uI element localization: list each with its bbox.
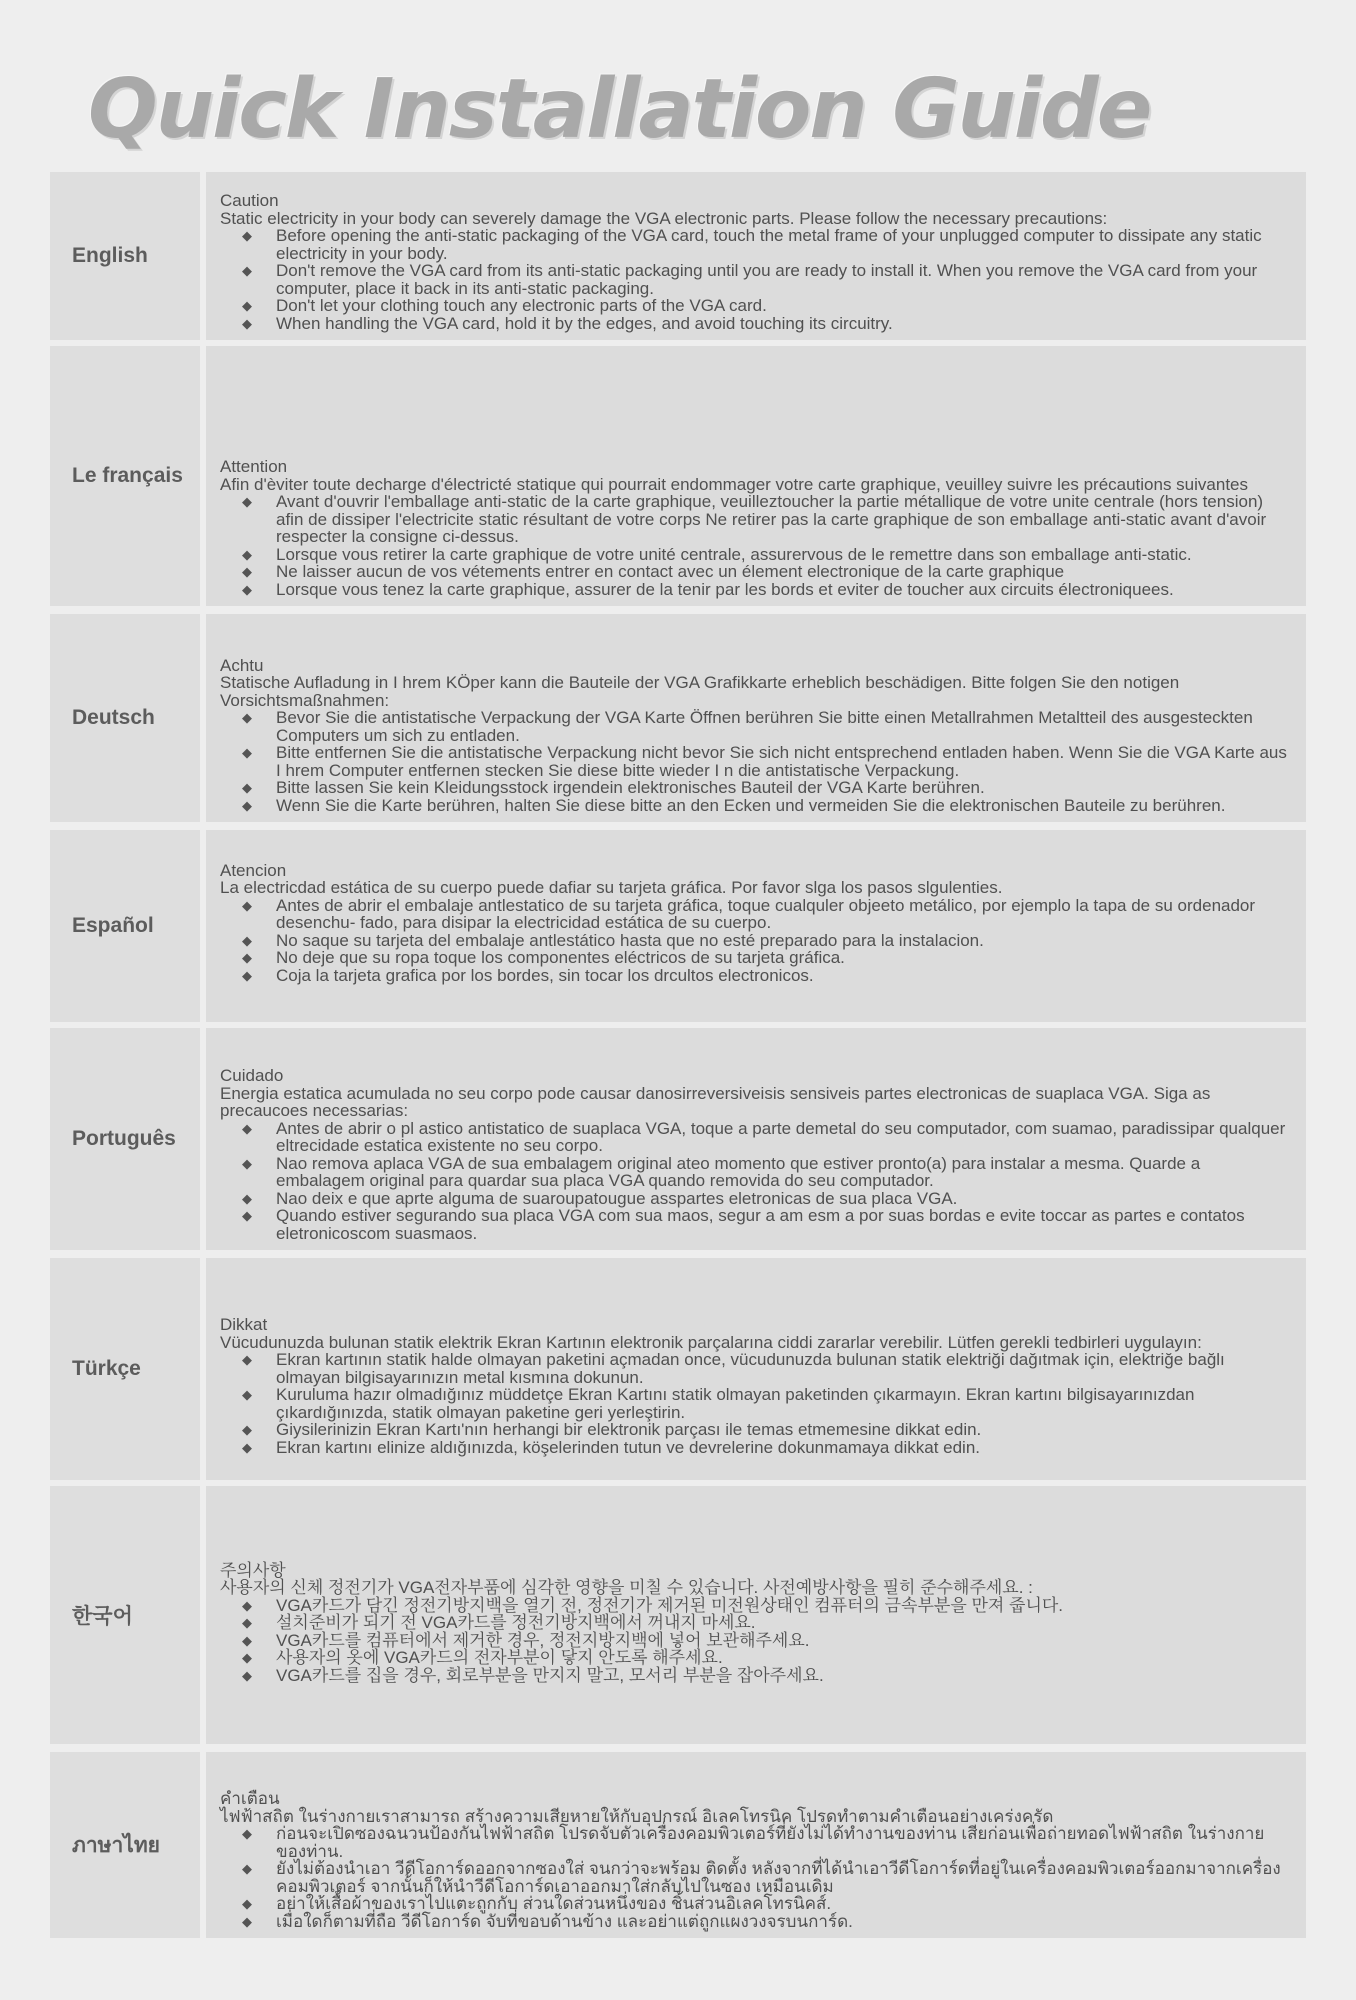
language-label: Türkçe [72, 1357, 141, 1380]
list-item [220, 1120, 1292, 1155]
list-item [220, 1614, 1292, 1632]
section-intro: Statische Aufladung in I hrem KÖper kann die Bauteile der VGA Grafikkarte erheblich beschädigen. Bitte folgen Sie den notigen Vorsichtsmaßnahmen: [220, 673, 1180, 710]
language-cell [50, 172, 200, 340]
section-intro: Energia estatica acumulada no seu corpo pode causar danosirreversiveisis sensiveis partes electronicas de suaplaca VGA. Siga as precaucoes necessarias: [220, 1083, 1211, 1120]
content-cell [206, 346, 1306, 606]
diamond-bullet-icon: ◆ [242, 564, 252, 579]
section-heading: Attention [220, 457, 288, 476]
bullet-text: Antes de abrir o pl astico antistatico de suaplaca VGA, toque a parte demetal do seu computador, com suamao, paradissipar qualquer eltrecidade estatica existente no seu corpo. [276, 1118, 1286, 1155]
diamond-bullet-icon: ◆ [242, 745, 252, 760]
bullet-text: Lorsque vous tenez la carte graphique, assurer de la tenir par les bords et eviter de toucher aux circuits électroniquees. [276, 579, 1174, 599]
section-francais [50, 346, 1306, 606]
bullet-text: Don't let your clothing touch any electronic parts of the VGA card. [276, 296, 767, 315]
diamond-bullet-icon: ◆ [242, 967, 252, 983]
bullet-text: No saque su tarjeta del embalaje antlestático hasta que no esté preparado para la instalacion. [276, 930, 984, 950]
bullet-text: VGA카드를 집을 경우, 회로부분을 만지지 말고, 모서리 부분을 잡아주세요. [276, 1665, 824, 1685]
section-intro: Afin d'èviter toute decharge d'électricté statique qui pourrait endommager votre carte graphique, veuilley suivre les précautions suivantes [220, 474, 1249, 494]
diamond-bullet-icon: ◆ [242, 1632, 252, 1648]
bullet-text: Lorsque vous retirer la carte graphique de votre unité centrale, assurervous de le remettre dans son emballage anti-static. [276, 544, 1192, 564]
diamond-bullet-icon: ◆ [242, 1913, 252, 1929]
bullet-text: เมื่อใดก็ตามที่ถือ วีดีโอการ์ด จับที่ขอบด้านข้าง และอย่าแต่ถูกแผงวงจรบนการ์ด. [276, 1911, 853, 1931]
diamond-bullet-icon: ◆ [242, 1896, 252, 1911]
bullet-list [220, 1351, 1292, 1456]
list-item [220, 1190, 1292, 1208]
section-korean [50, 1486, 1306, 1744]
list-item [220, 227, 1292, 262]
diamond-bullet-icon: ◆ [242, 1861, 252, 1876]
list-item [220, 1825, 1292, 1860]
language-label: Le français [72, 464, 183, 487]
bullet-text: Ekran kartının statik halde olmayan paketini açmadan once, vücudunuzda bulunan statik elektriği dağıtmak için, elektriğe bağlı olmayan bilgisayarınızın metal kısmına dokunun. [276, 1350, 1225, 1387]
bullet-text: Ekran kartını elinize aldığınızda, köşelerinden tutun ve devrelerine dokunmamaya dikkat edin. [276, 1437, 981, 1457]
language-label: 한국어 [72, 1605, 133, 1628]
bullet-text: When handling the VGA card, hold it by the edges, and avoid touching its circuitry. [276, 313, 893, 333]
bullet-text: Bitte lassen Sie kein Kleidungsstock irgendein elektronisches Bauteil der VGA Karte berühren. [276, 778, 985, 797]
content-cell [206, 614, 1306, 822]
list-item [220, 1351, 1292, 1386]
bullet-list [220, 1597, 1292, 1685]
bullet-text: ก่อนจะเปิดซองฉนวนป้องกันไฟฟ้าสถิต โปรดจับตัวเครื่องคอมพิวเตอร์ที่ยังไม่ได้ทำงานของท่าน เสียก่อนเพื่อถ่ายทอดไฟฟ้าสถิต ในร่างกายของท่าน. [276, 1824, 1265, 1861]
list-item [220, 1421, 1292, 1439]
list-item [220, 563, 1292, 581]
diamond-bullet-icon: ◆ [242, 298, 252, 313]
list-item [220, 949, 1292, 967]
list-item [220, 1649, 1292, 1667]
bullet-text: No deje que su ropa toque los componentes eléctricos de su tarjeta gráfica. [276, 948, 845, 967]
bullet-text: VGA카드를 컴퓨터에서 제거한 경우, 정전지방지백에 넣어 보관해주세요. [276, 1630, 810, 1650]
bullet-text: 설치준비가 되기 전 VGA카드를 정전기방지백에서 꺼내지 마세요. [276, 1613, 756, 1632]
list-item [220, 897, 1292, 932]
diamond-bullet-icon: ◆ [242, 1650, 252, 1665]
bullet-text: VGA카드가 담긴 정전기방지백을 열기 전, 정전기가 제거된 미전원상태인 컴퓨터의 금속부분을 만져 줍니다. [276, 1595, 1064, 1615]
language-label: English [72, 244, 148, 267]
list-item [220, 581, 1292, 599]
language-cell [50, 830, 200, 1022]
list-item [220, 1439, 1292, 1457]
diamond-bullet-icon: ◆ [242, 1597, 252, 1613]
bullet-text: 사용자의 옷에 VGA카드의 전자부분이 닿지 안도록 해주세요. [276, 1648, 723, 1667]
list-item [220, 797, 1292, 815]
diamond-bullet-icon: ◆ [242, 494, 252, 509]
list-item [220, 1632, 1292, 1650]
list-item [220, 1155, 1292, 1190]
list-item [220, 1860, 1292, 1895]
section-heading: Atencion [220, 860, 287, 880]
diamond-bullet-icon: ◆ [242, 1422, 252, 1437]
language-label: Deutsch [72, 706, 155, 729]
list-item [220, 967, 1292, 985]
diamond-bullet-icon: ◆ [242, 1155, 252, 1171]
content-cell [206, 1258, 1306, 1480]
section-espanol [50, 830, 1306, 1022]
language-cell [50, 614, 200, 822]
diamond-bullet-icon: ◆ [242, 581, 252, 597]
bullet-text: Avant d'ouvrir l'emballage anti-static de la carte graphique, veuilleztoucher la partie métallique de votre unite centrale (hors tension) afin de dissiper l'electricite static résultant de votre corps Ne retirer pas la carte graphique de son emballage anti-static avant d'avoir respecter la consigne ci-dessus. [276, 492, 1267, 546]
diamond-bullet-icon: ◆ [242, 1190, 252, 1206]
bullet-text: Antes de abrir el embalaje antlestatico de su tarjeta gráfica, toque cualquler objeeto metálico, por ejemplo la tapa de su ordenador desenchu- fado, para disipar la electricidad estática de su cuerpo. [276, 895, 1256, 932]
diamond-bullet-icon: ◆ [242, 780, 252, 795]
list-item [220, 744, 1292, 779]
section-intro: Static electricity in your body can severely damage the VGA electronic parts. Please follow the necessary precautions: [220, 208, 1108, 228]
bullet-text: Before opening the anti-static packaging of the VGA card, touch the metal frame of your unplugged computer to dissipate any static electricity in your body. [276, 226, 1262, 263]
section-intro: ไฟฟ้าสถิต ในร่างกายเราสามารถ สร้างความเสียหายให้กับอุปกรณ์ อิเลคโทรนิค โปรดทำตามคำเตือนอย่างเคร่งครัด [220, 1806, 1054, 1826]
section-heading: คำเตือน [220, 1789, 280, 1808]
list-item [220, 932, 1292, 950]
language-cell [50, 1486, 200, 1744]
diamond-bullet-icon: ◆ [242, 950, 252, 965]
content-cell [206, 1752, 1306, 1938]
list-item [220, 1895, 1292, 1913]
section-portugues [50, 1028, 1306, 1250]
section-thai [50, 1752, 1306, 1938]
bullet-text: Coja la tarjeta grafica por los bordes, sin tocar los drcultos electronicos. [276, 965, 814, 985]
language-cell [50, 346, 200, 606]
bullet-list [220, 709, 1292, 814]
language-label: Português [72, 1127, 176, 1150]
section-heading: Caution [220, 191, 279, 210]
page-title: Quick Installation Guide [88, 62, 1151, 157]
diamond-bullet-icon: ◆ [242, 315, 252, 331]
content-cell [206, 1486, 1306, 1744]
section-heading: Dikkat [220, 1315, 268, 1334]
diamond-bullet-icon: ◆ [242, 1352, 252, 1367]
diamond-bullet-icon: ◆ [242, 1826, 252, 1841]
diamond-bullet-icon: ◆ [242, 897, 252, 913]
section-intro: 사용자의 신체 정전기가 VGA전자부품에 심각한 영향을 미칠 수 있습니다. 사전예방사항을 필히 준수해주세요. : [220, 1578, 1033, 1597]
bullet-text: อย่าให้เสื้อผ้าของเราไปแตะถูกกับ ส่วนใดส่วนหนึ่งของ ชิ้นส่วนอิเลคโทรนิคส์. [276, 1894, 832, 1913]
diamond-bullet-icon: ◆ [242, 1208, 252, 1223]
section-deutsch [50, 614, 1306, 822]
list-item [220, 493, 1292, 546]
content-cell [206, 1028, 1306, 1250]
section-intro: Vücudunuzda bulunan statik elektrik Ekran Kartının elektronik parçalarına ciddi zararlar verebilir. Lütfen gerekli tedbirleri uygulayın: [220, 1332, 1202, 1352]
diamond-bullet-icon: ◆ [242, 263, 252, 278]
diamond-bullet-icon: ◆ [242, 546, 252, 562]
bullet-list [220, 1120, 1292, 1243]
list-item [220, 1386, 1292, 1421]
list-item [220, 1597, 1292, 1615]
bullet-text: Quando estiver segurando sua placa VGA com sua maos, segur a am esm a por suas bordas e evite toccar as partes e contatos eletronicoscom suasmaos. [276, 1206, 1245, 1243]
bullet-text: Nao deix e que aprte alguma de suaroupatougue asspartes eletronicas de sua placa VGA. [276, 1188, 958, 1208]
section-heading: Cuidado [220, 1066, 284, 1085]
bullet-text: ยังไม่ต้องนำเอา วีดีโอการ์ดออกจากซองใส่ จนกว่าจะพร้อม ติดตั้ง หลังจากที่ได้นำเอาวีดีโอการ์ดที่อยู่ในเครื่องคอมพิวเตอร์ออกมาจากเครื่องคอมพิวเตอร์ จากนั้นก็ให้นำวีดีโอการ์ดเอาออกมาใส่กลับไปในซอง เหมือนเดิม [276, 1859, 1281, 1896]
list-item [220, 297, 1292, 315]
content-cell [206, 830, 1306, 1022]
list-item [220, 546, 1292, 564]
bullet-text: Nao remova aplaca VGA de sua embalagem original ateo momento que estiver pronto(a) para instalar a mesma. Quarde a embalagem original para quardar sua placa VGA quando removida do seu computador. [276, 1153, 1201, 1190]
diamond-bullet-icon: ◆ [242, 710, 252, 725]
list-item [220, 1207, 1292, 1242]
list-item [220, 1913, 1292, 1931]
bullet-text: Giysilerinizin Ekran Kartı'nın herhangi bir elektronik parçası ile temas etmemesine dikkat edin. [276, 1420, 982, 1439]
bullet-text: Wenn Sie die Karte berühren, halten Sie diese bitte an den Ecken und vermeiden Sie die elektronischen Bauteile zu berühren. [276, 795, 1226, 815]
bullet-text: Don't remove the VGA card from its anti-static packaging until you are ready to install it. When you remove the VGA card from your computer, place it back in its anti-static packaging. [276, 261, 1258, 298]
diamond-bullet-icon: ◆ [242, 1387, 252, 1402]
bullet-list [220, 227, 1292, 332]
bullet-list [220, 493, 1292, 598]
section-heading: Achtu [220, 655, 264, 675]
language-cell [50, 1752, 200, 1938]
section-turkce [50, 1258, 1306, 1480]
diamond-bullet-icon: ◆ [242, 228, 252, 243]
bullet-list [220, 897, 1292, 985]
bullet-list [220, 1825, 1292, 1930]
section-intro: La electricdad estática de su cuerpo puede dafiar su tarjeta gráfica. Por favor slga los pasos slgulenties. [220, 878, 1003, 897]
diamond-bullet-icon: ◆ [242, 1667, 252, 1683]
list-item [220, 315, 1292, 333]
content-cell [206, 172, 1306, 340]
section-heading: 주의사항 [220, 1560, 286, 1580]
list-item [220, 262, 1292, 297]
diamond-bullet-icon: ◆ [242, 1439, 252, 1455]
list-item [220, 709, 1292, 744]
language-cell [50, 1258, 200, 1480]
diamond-bullet-icon: ◆ [242, 932, 252, 948]
diamond-bullet-icon: ◆ [242, 797, 252, 813]
bullet-text: Bitte entfernen Sie die antistatische Verpackung nicht bevor Sie sich nicht entsprechend entladen haben. Wenn Sie die VGA Karte aus I hrem Computer entfernen stecken Sie diese bitte wieder I n die antistatische Verpackung. [276, 743, 1287, 780]
diamond-bullet-icon: ◆ [242, 1120, 252, 1136]
bullet-text: Bevor Sie die antistatische Verpackung der VGA Karte Öffnen berühren Sie bitte einen Metallrahmen Metaltteil des ausgesteckten Computers um sich zu entladen. [276, 708, 1253, 745]
bullet-text: Kuruluma hazır olmadığınız müddetçe Ekran Kartını statik olmayan paketinden çıkarmayın. Ekran kartını bilgisayarınızdan çıkardığınızda, statik olmayan paketine geri yerleştirin. [276, 1385, 1195, 1422]
section-english [50, 172, 1306, 340]
diamond-bullet-icon: ◆ [242, 1615, 252, 1630]
bullet-text: Ne laisser aucun de vos vétements entrer en contact avec un élement electronique de la carte graphique [276, 562, 1065, 581]
language-label: ภาษาไทย [72, 1833, 160, 1857]
language-label: Español [72, 914, 154, 937]
list-item [220, 1667, 1292, 1685]
list-item [220, 779, 1292, 797]
language-cell [50, 1028, 200, 1250]
